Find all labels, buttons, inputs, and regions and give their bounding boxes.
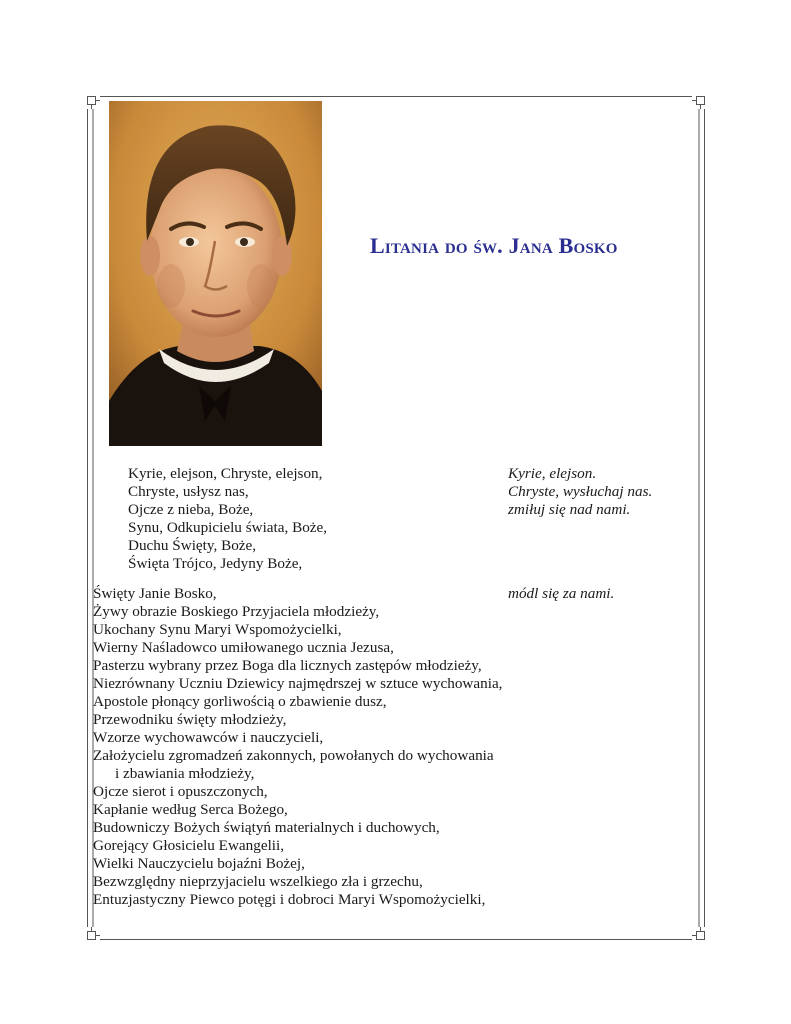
litany-invocation: Przewodniku święty młodzieży, bbox=[93, 711, 287, 728]
opening-response: Chryste, wysłuchaj nas. bbox=[508, 483, 653, 500]
opening-invocation: Synu, Odkupicielu świata, Boże, bbox=[128, 519, 328, 536]
litany-invocation: Niezrównany Uczniu Dziewicy najmędrszej w sztuce wychowania, bbox=[93, 675, 503, 692]
litany-invocation: Ojcze sierot i opuszczonych, bbox=[93, 783, 268, 800]
litany-response: módl się za nami. bbox=[508, 585, 615, 602]
litany-invocation: Wielki Nauczycielu bojaźni Bożej, bbox=[93, 855, 305, 872]
opening-response: Kyrie, elejson. bbox=[508, 465, 597, 482]
opening-invocation: Kyrie, elejson, Chryste, elejson, bbox=[128, 465, 323, 482]
opening-invocation: Chryste, usłysz nas, bbox=[128, 483, 249, 500]
litany-invocation: Bezwzględny nieprzyjacielu wszelkiego zła i grzechu, bbox=[93, 873, 423, 890]
opening-invocation: Duchu Święty, Boże, bbox=[128, 537, 257, 554]
litany-invocation: Gorejący Głosicielu Ewangelii, bbox=[93, 837, 285, 854]
opening-invocation: Święta Trójco, Jedyny Boże, bbox=[128, 555, 303, 572]
litany-invocation: Budowniczy Bożych świątyń materialnych i duchowych, bbox=[93, 819, 440, 836]
litany-invocation: Kapłanie według Serca Bożego, bbox=[93, 801, 288, 818]
opening-invocation: Ojcze z nieba, Boże, bbox=[128, 501, 254, 518]
litany-invocation: Wierny Naśladowco umiłowanego ucznia Jezusa, bbox=[93, 639, 394, 656]
litany-invocation: Żywy obrazie Boskiego Przyjaciela młodzieży, bbox=[93, 603, 380, 620]
litany-invocation: Apostole płonący gorliwością o zbawienie dusz, bbox=[93, 693, 387, 710]
litany-invocation-continuation: i zbawiania młodzieży, bbox=[115, 765, 255, 782]
saint-portrait-image bbox=[109, 101, 322, 446]
litany-invocation: Ukochany Synu Maryi Wspomożycielki, bbox=[93, 621, 342, 638]
litany-invocation: Entuzjastyczny Piewco potęgi i dobroci Maryi Wspomożycielki, bbox=[93, 891, 486, 908]
litany-invocation: Pasterzu wybrany przez Boga dla licznych zastępów młodzieży, bbox=[93, 657, 482, 674]
litany-invocation: Święty Janie Bosko, bbox=[93, 585, 217, 602]
litany-invocation: Założycielu zgromadzeń zakonnych, powołanych do wychowania bbox=[93, 747, 494, 764]
opening-response: zmiłuj się nad nami. bbox=[508, 501, 631, 518]
litany-title: Litania do św. Jana Bosko bbox=[370, 233, 618, 258]
litany-invocation: Wzorze wychowawców i nauczycieli, bbox=[93, 729, 324, 746]
